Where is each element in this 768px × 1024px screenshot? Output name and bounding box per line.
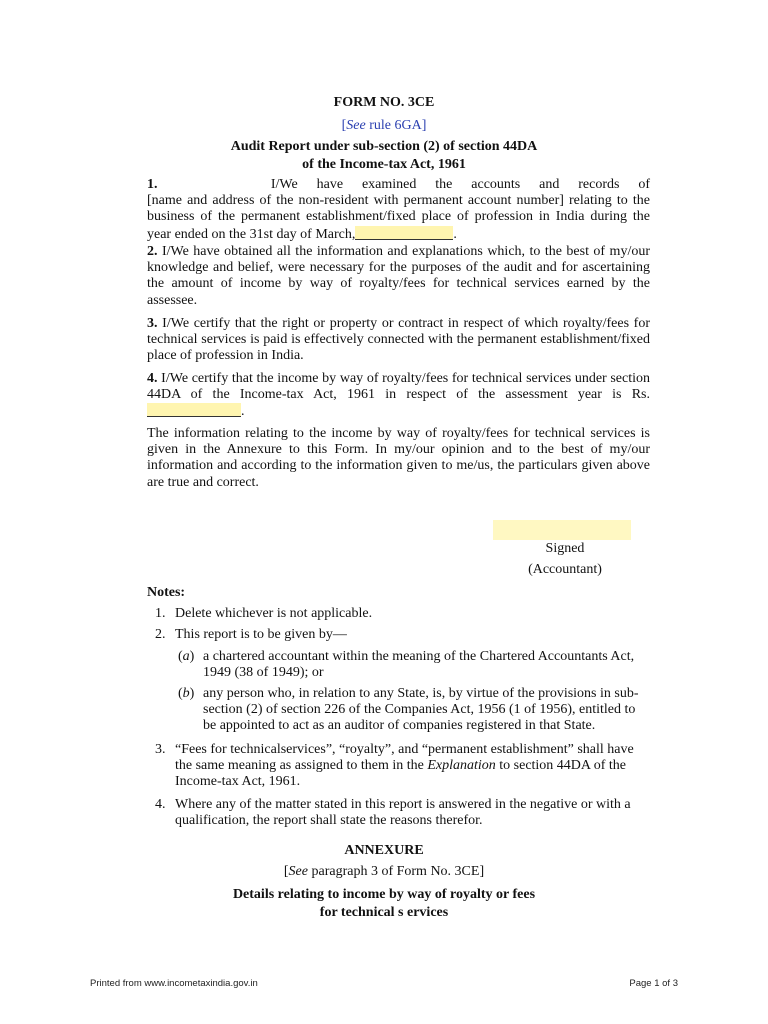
- note-3: 3. “Fees for technicalservices”, “royalty”, and “permanent establishment” shall have the same meaning as assigned to them in the Explanation to section 44DA of the Income-tax Act, 1961.: [155, 742, 634, 790]
- accountant-label: (Accountant): [528, 562, 602, 577]
- annexure-heading-line2: for technical s ervices: [319, 905, 449, 920]
- year-ended-field[interactable]: [355, 226, 453, 240]
- annexure-heading-line1: Details relating to income by way of royalty or fees: [232, 887, 536, 902]
- paragraph-1: 1. I/We have examined the accounts and records of [name and address of the non-resident with permanent account number] relating to the business of the permanent establishment/fixed place of profession in India during the year ended on the 31st day of March, .: [147, 177, 651, 242]
- amount-field[interactable]: [147, 403, 241, 417]
- note-2a: (a) a chartered accountant within the meaning of the Chartered Accountants Act, 1949 (38 of 1949); or: [178, 649, 635, 681]
- note-4: 4. Where any of the matter stated in this report is answered in the negative or with a qualification, the report shall state the reasons therefor.: [155, 797, 631, 829]
- paragraph-5: The information relating to the income by way of royalty/fees for technical services is given in the Annexure to this Form. In my/our opinion and to the best of my/our information and according to the information given to me/us, the particulars given above are true and correct.: [147, 426, 650, 490]
- report-title-line1: Audit Report under sub-section (2) of section 44DA: [230, 139, 538, 154]
- signed-label: Signed: [545, 541, 585, 556]
- paragraph-4: 4. I/We certify that the income by way of royalty/fees for technical services under section 44DA of the Income-tax Act, 1961 in respect of the assessment year is Rs..: [147, 371, 651, 420]
- rule-reference: [See rule 6GA]: [341, 118, 427, 133]
- annexure-title: ANNEXURE: [344, 843, 424, 858]
- report-title-line2: of the Income-tax Act, 1961: [302, 157, 466, 172]
- note-2: 2. This report is to be given by—: [155, 627, 347, 642]
- annexure-reference: [See paragraph 3 of Form No. 3CE]: [283, 864, 485, 879]
- paragraph-1-first-line: 1. I/We have examined the accounts and records of: [147, 177, 651, 192]
- footer-page-number: Page 1 of 3: [629, 978, 678, 989]
- signature-field[interactable]: [493, 520, 631, 540]
- note-1: 1. Delete whichever is not applicable.: [155, 606, 373, 621]
- notes-title: Notes:: [147, 585, 186, 600]
- paragraph-3: 3. I/We certify that the right or property or contract in respect of which royalty/fees for technical services is paid is effectively connected with the permanent establishment/fixed place of profession in India.: [147, 316, 651, 364]
- note-2b: (b) any person who, in relation to any State, is, by virtue of the provisions in sub-section (2) of section 226 of the Companies Act, 1956 (1 of 1956), entitled to be appointed to act as an auditor of companies registered in that State.: [178, 686, 639, 734]
- footer-source: Printed from www.incometaxindia.gov.in: [90, 978, 258, 989]
- form-number: FORM NO. 3CE: [333, 95, 435, 110]
- paragraph-2: 2. I/We have obtained all the information and explanations which, to the best of my/our knowledge and belief, were necessary for the purposes of the audit and for ascertaining the amount of income by way of royalty/fees for technical services earned by the assessee.: [147, 244, 650, 308]
